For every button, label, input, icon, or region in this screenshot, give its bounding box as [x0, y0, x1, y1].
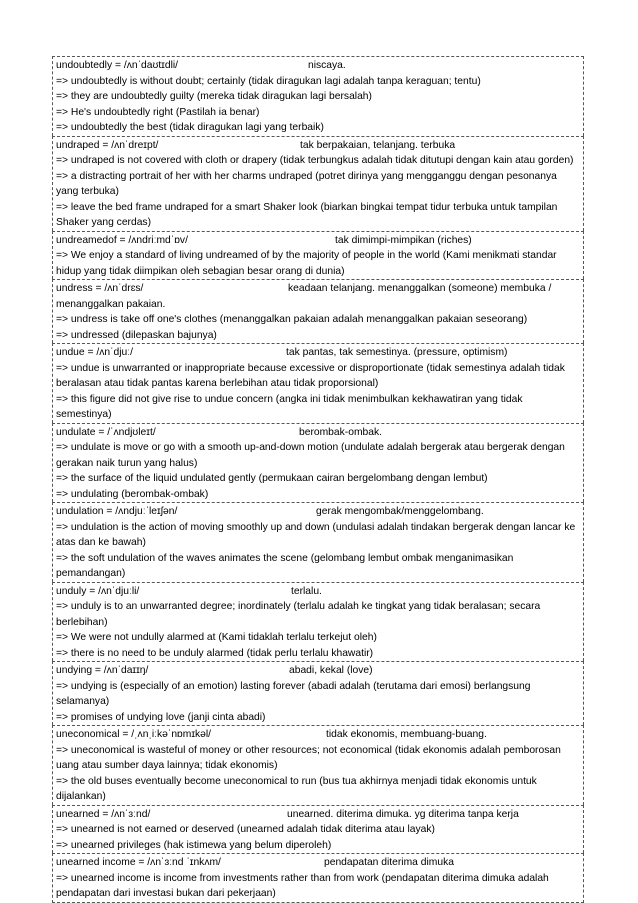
entry-term: undulation = /ʌndjuːˈleɪʃən/	[56, 506, 178, 517]
entry-term: unearned income = /ʌnˈɜːnd ˈɪnkʌm/	[56, 857, 221, 868]
entry-meaning: tak berpakaian, telanjang. terbuka	[300, 139, 456, 151]
example-line: => undulate is move or go with a smooth up-and-down motion (undulate adalah bergerak atau bergerak dengan gerakan naik turun yang halus)	[56, 442, 565, 469]
example-line: => We enjoy a standard of living undreamed of by the majority of people in the world (Kami menikmati standar hidup yang tidak diimpikan oleh sebagian besar orang di dunia)	[56, 250, 557, 277]
entry-headline	[56, 807, 580, 823]
entry-term: undress = /ʌnˈdrɛs/	[56, 283, 144, 294]
entry-headline	[56, 345, 580, 361]
entry-meaning: pendapatan diterima dimuka	[324, 857, 454, 868]
example-line: => unearned is not earned or deserved (unearned adalah tidak diterima atau layak)	[56, 824, 435, 835]
entry-term: undreamedof = /ʌndriːmdˈɒv/	[56, 234, 188, 246]
dictionary-page	[52, 56, 584, 903]
entry-term: undraped = /ʌnˈdreɪpt/	[56, 139, 159, 151]
entry-headline	[56, 663, 580, 679]
example-line: => a distracting portrait of her with her charms undraped (potret dirinya yang mengganggu dengan pesonanya yang terbuka)	[56, 170, 557, 197]
entry-headline	[56, 138, 580, 154]
dictionary-entry	[52, 853, 584, 903]
entry-meaning: tak pantas, tak semestinya. (pressure, optimism)	[286, 347, 508, 358]
entry-headline	[56, 281, 580, 312]
example-line: => undulating (berombak-ombak)	[56, 488, 209, 500]
entry-term: uneconomical = /ˌʌnˌiːkəˈnɒmɪkəl/	[56, 729, 212, 740]
entry-headline	[56, 504, 580, 520]
example-line: => unearned income is income from investments rather than from work (pendapatan diterima dimuka adalah pendapatan dari investasi bukan dari pekerjaan)	[56, 872, 549, 899]
dictionary-entry	[52, 136, 584, 231]
entry-headline	[56, 584, 580, 600]
example-line: => undress is take off one's clothes (menanggalkan pakaian adalah menanggalkan pakaian seseorang)	[56, 314, 528, 325]
dictionary-entry	[52, 231, 584, 280]
example-line: => undue is unwarranted or inappropriate because excessive or disproportionate (tidak semestinya adalah tidak beralasan atau tidak pantas karena berlebihan atau tidak proporsional)	[56, 362, 565, 389]
example-line: => promises of undying love (janji cinta abadi)	[56, 711, 266, 723]
entry-meaning: terlalu.	[291, 585, 322, 597]
dictionary-entry	[52, 725, 584, 805]
entry-headline	[56, 425, 580, 441]
entry-meaning: abadi, kekal (love)	[289, 665, 373, 676]
example-line: => the soft undulation of the waves animates the scene (gelombang lembut ombak menganimasikan pemandangan)	[56, 552, 514, 579]
entry-headline	[56, 58, 580, 74]
dictionary-entry	[52, 279, 584, 343]
entry-term: unearned = /ʌnˈɜːnd/	[56, 808, 151, 820]
entry-term: undue = /ʌnˈdjuː/	[56, 347, 133, 358]
example-line: => this figure did not give rise to undue concern (angka ini tidak menimbulkan kekhawatiran yang tidak semestinya)	[56, 393, 523, 420]
entry-headline	[56, 233, 580, 249]
example-line: => leave the bed frame undraped for a smart Shaker look (biarkan bingkai tempat tidur terbuka untuk tampilan Shaker yang cerdas)	[56, 201, 558, 228]
example-line: => the surface of the liquid undulated gently (permukaan cairan bergelombang dengan lembut)	[56, 473, 488, 484]
example-line: => undoubtedly the best (tidak diragukan lagi yang terbaik)	[56, 122, 324, 133]
dictionary-entry	[52, 502, 584, 582]
dictionary-entry	[52, 661, 584, 725]
example-line: => there is no need to be unduly alarmed (tidak perlu terlalu khawatir)	[56, 647, 374, 659]
example-line: => they are undoubtedly guilty (mereka tidak diragukan lagi bersalah)	[56, 91, 372, 102]
entry-meaning: tak dimimpi-mimpikan (riches)	[335, 234, 472, 246]
entry-meaning: keadaan telanjang. menanggalkan (someone) membuka / menanggalkan pakaian.	[56, 283, 552, 310]
dictionary-entry	[52, 805, 584, 854]
example-line: => unearned privileges (hak istimewa yang belum diperoleh)	[56, 839, 332, 851]
dictionary-entry	[52, 582, 584, 662]
entry-meaning: tidak ekonomis, membuang-buang.	[326, 729, 487, 740]
entry-meaning: unearned. diterima dimuka. yg diterima tanpa kerja	[287, 808, 519, 820]
example-line: => uneconomical is wasteful of money or other resources; not economical (tidak ekonomis adalah pemborosan uang atau sumber daya lainnya; tidak ekonomis)	[56, 744, 561, 771]
dictionary-entry	[52, 423, 584, 503]
entry-meaning: gerak mengombak/menggelombang.	[316, 506, 484, 517]
example-line: => the old buses eventually become uneconomical to run (bus tua akhirnya menjadi tidak ekonomis untuk dijalankan)	[56, 775, 537, 802]
dictionary-entry	[52, 56, 584, 136]
example-line: => We were not undully alarmed at (Kami tidaklah terlalu terkejut oleh)	[56, 632, 377, 643]
example-line: => undraped is not covered with cloth or drapery (tidak terbungkus adalah tidak ditutupi dengan kain atau gorden)	[56, 155, 574, 166]
entry-headline	[56, 855, 580, 871]
example-line: => undulation is the action of moving smoothly up and down (undulasi adalah tindakan bergerak dengan lancar ke atas dan ke bawah)	[56, 521, 576, 548]
example-line: => undoubtedly is without doubt; certainly (tidak diragukan lagi adalah tanpa keraguan; tentu)	[56, 75, 481, 87]
entry-term: undulate = /ˈʌndjʊleɪt/	[56, 426, 156, 438]
dictionary-entry	[52, 343, 584, 423]
entry-term: undying = /ʌnˈdaɪɪŋ/	[56, 665, 149, 676]
entry-term: unduly = /ʌnˈdjuːli/	[56, 585, 140, 597]
example-line: => undying is (especially of an emotion) lasting forever (abadi adalah (terutama dari emosi) berlangsung selamanya)	[56, 680, 531, 707]
entry-meaning: berombak-ombak.	[299, 426, 382, 438]
entry-headline	[56, 727, 580, 743]
example-line: => unduly is to an unwarranted degree; inordinately (terlalu adalah ke tingkat yang tidak beralasan; secara berlebihan)	[56, 601, 541, 628]
entry-term: undoubtedly = /ʌnˈdaʊtɪdli/	[56, 60, 179, 71]
example-line: => He's undoubtedly right (Pastilah ia benar)	[56, 106, 260, 118]
entry-meaning: niscaya.	[308, 60, 346, 71]
example-line: => undressed (dilepaskan bajunya)	[56, 329, 217, 341]
